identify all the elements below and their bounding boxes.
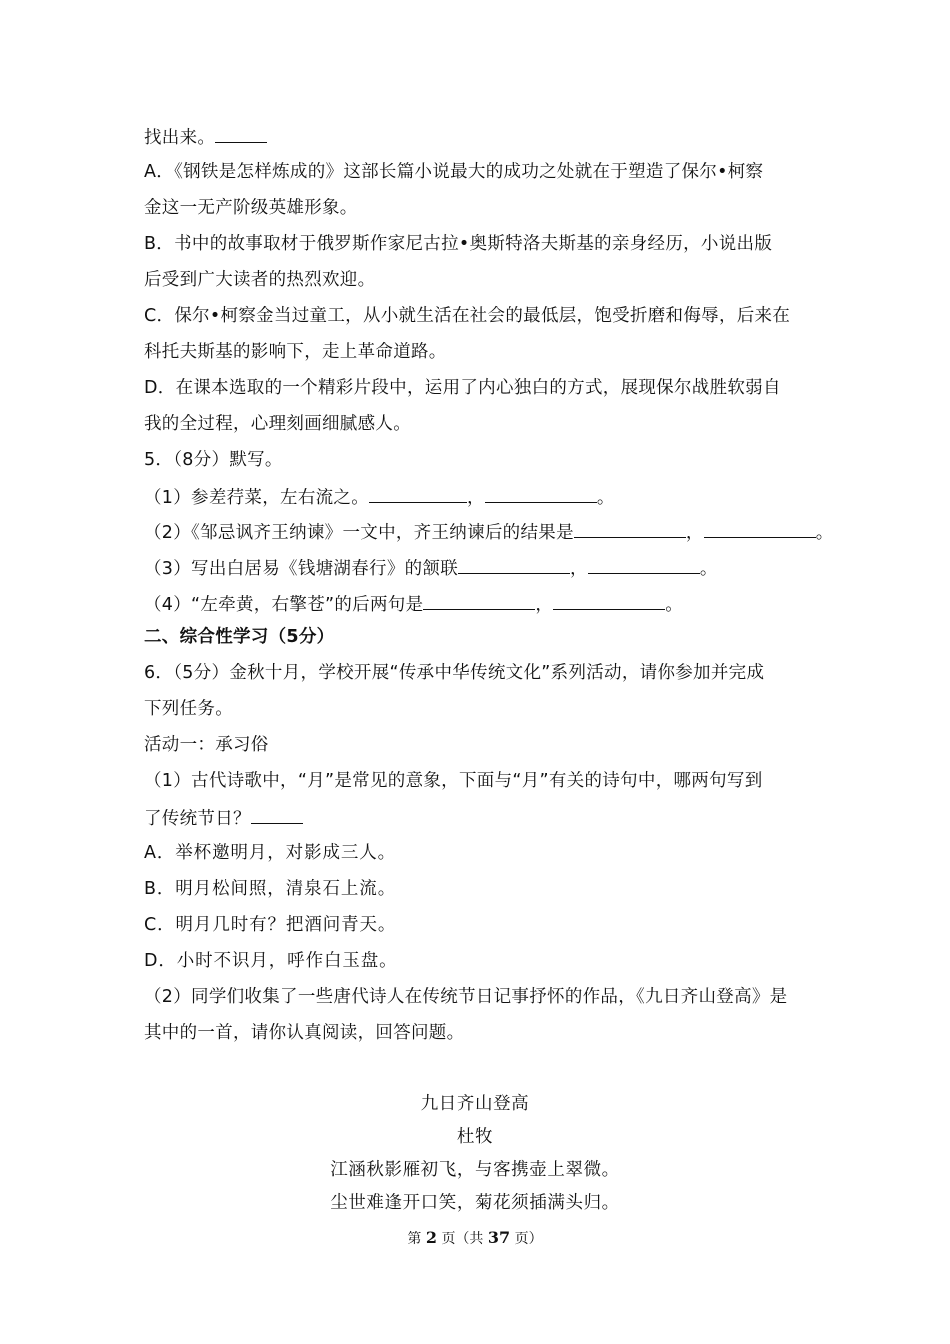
text-line: 找出来。 bbox=[144, 124, 267, 150]
option-c: C．明月几时有？把酒问青天。 bbox=[144, 915, 397, 935]
answer-blank bbox=[485, 484, 597, 503]
question-5-item-2: （2）《邹忌讽齐王纳谏》一文中，齐王纳谏后的结果是 ， 。 bbox=[144, 519, 834, 545]
poem-author: 杜牧 bbox=[456, 1127, 494, 1147]
answer-blank bbox=[251, 805, 303, 824]
option-b: B．书中的故事取材于俄罗斯作家尼古拉•奥斯特洛夫斯基的亲身经历，小说出版 bbox=[144, 234, 773, 254]
question-6-item-2: （2）同学们收集了一些唐代诗人在传统节日记事抒怀的作品，《九日齐山登高》是 bbox=[144, 987, 788, 1007]
answer-blank bbox=[704, 519, 816, 538]
answer-blank bbox=[423, 591, 535, 610]
poem-line: 江涵秋影雁初飞，与客携壶上翠微。 bbox=[330, 1160, 620, 1180]
page-footer: 第 2 页（共 37 页） bbox=[407, 1228, 543, 1247]
option-d: D．在课本选取的一个精彩片段中，运用了内心独白的方式，展现保尔战胜软弱自 bbox=[144, 378, 781, 398]
question-5-item-1: （1）参差荇菜，左右流之。 ， 。 bbox=[144, 484, 615, 510]
option-a: A．举杯邀明月，对影成三人。 bbox=[144, 843, 397, 863]
option-d: D．小时不识月，呼作白玉盘。 bbox=[144, 951, 398, 971]
question-5-item-4: （4）“左牵黄，右擎苍”的后两句是 ， 。 bbox=[144, 591, 683, 617]
text-line: 后受到广大读者的热烈欢迎。 bbox=[144, 270, 376, 290]
answer-blank bbox=[458, 555, 570, 574]
question-5-item-3: （3）写出白居易《钱塘湖春行》的颔联 ， 。 bbox=[144, 555, 718, 581]
option-b: B．明月松间照，清泉石上流。 bbox=[144, 879, 397, 899]
question-6-item-1: （1）古代诗歌中，“月”是常见的意象，下面与“月”有关的诗句中，哪两句写到 bbox=[144, 771, 763, 791]
section-heading: 二、综合性学习（5分） bbox=[144, 627, 335, 647]
text-line: 我的全过程，心理刻画细腻感人。 bbox=[144, 414, 411, 434]
option-c: C．保尔•柯察金当过童工，从小就生活在社会的最低层，饱受折磨和侮辱，后来在 bbox=[144, 306, 791, 326]
text-line: 下列任务。 bbox=[144, 699, 233, 719]
answer-blank bbox=[215, 124, 267, 143]
answer-blank bbox=[553, 591, 665, 610]
question-5: 5．（8分）默写。 bbox=[144, 450, 283, 470]
answer-blank bbox=[588, 555, 700, 574]
activity-heading: 活动一：承习俗 bbox=[144, 735, 269, 755]
option-a: A．《钢铁是怎样炼成的》这部长篇小说最大的成功之处就在于塑造了保尔•柯察 bbox=[144, 162, 764, 182]
text-line: 了传统节日？ bbox=[144, 805, 303, 831]
page-total: 37 bbox=[487, 1228, 511, 1247]
answer-blank bbox=[369, 484, 467, 503]
question-6: 6．（5分）金秋十月，学校开展“传承中华传统文化”系列活动，请你参加并完成 bbox=[144, 663, 765, 683]
poem-title: 九日齐山登高 bbox=[420, 1094, 530, 1114]
text-line: 金这一无产阶级英雄形象。 bbox=[144, 198, 358, 218]
answer-blank bbox=[574, 519, 686, 538]
page-number: 2 bbox=[425, 1228, 437, 1247]
text-line: 其中的一首，请你认真阅读，回答问题。 bbox=[144, 1023, 465, 1043]
poem-line: 尘世难逢开口笑，菊花须插满头归。 bbox=[330, 1193, 620, 1213]
text-line: 科托夫斯基的影响下，走上革命道路。 bbox=[144, 342, 447, 362]
